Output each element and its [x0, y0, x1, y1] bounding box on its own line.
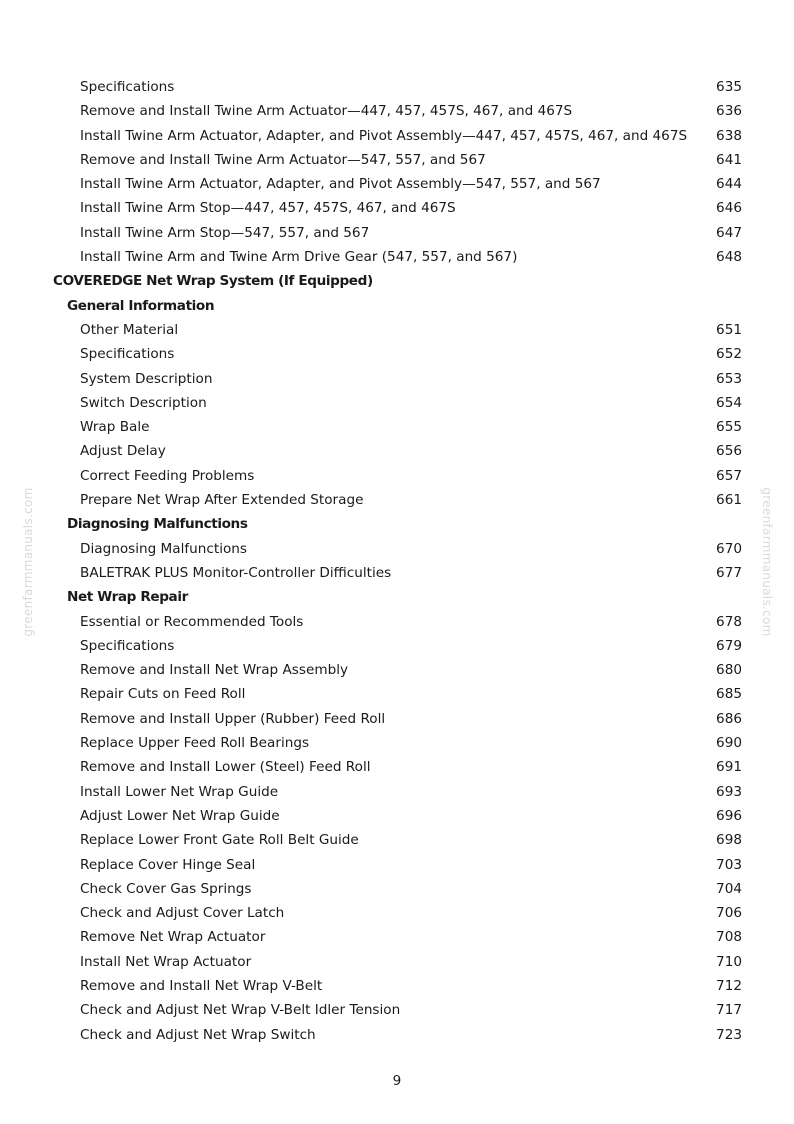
toc-entry-page: 679	[716, 637, 742, 654]
toc-entry-page: 644	[716, 176, 742, 193]
toc-entry-title: Replace Upper Feed Roll Bearings	[80, 735, 310, 752]
toc-entry-page: 656	[716, 443, 742, 460]
toc-section-heading	[0, 269, 794, 293]
toc-entry[interactable]	[0, 974, 794, 998]
toc-entry[interactable]	[0, 682, 794, 706]
toc-entry[interactable]	[0, 561, 794, 585]
toc-entry-title: Install Twine Arm Actuator, Adapter, and Pivot Assembly—547, 557, and 567	[80, 176, 601, 193]
toc-entry-title: Remove and Install Lower (Steel) Feed Roll	[80, 759, 371, 776]
toc-entry[interactable]	[0, 853, 794, 877]
toc-entry-page: 670	[716, 540, 742, 557]
toc-entry[interactable]	[0, 537, 794, 561]
toc-entry[interactable]	[0, 439, 794, 463]
toc-entry-title: Install Twine Arm Actuator, Adapter, and Pivot Assembly—447, 457, 457S, 467, and 467S	[80, 127, 688, 144]
toc-entry-title: Adjust Delay	[80, 443, 166, 460]
toc-entry-title: Remove and Install Net Wrap Assembly	[80, 662, 349, 679]
toc-entry-title: Adjust Lower Net Wrap Guide	[80, 807, 280, 824]
toc-entry-title: Replace Cover Hinge Seal	[80, 856, 256, 873]
toc-entry-title: Install Net Wrap Actuator	[80, 953, 252, 970]
toc-entry-title: Prepare Net Wrap After Extended Storage	[80, 492, 364, 509]
toc-entry-page: 717	[716, 1002, 742, 1019]
toc-entry-page: 696	[716, 807, 742, 824]
watermark-right: greenfarmmanuals.com	[760, 487, 774, 637]
toc-entry-page: 677	[716, 564, 742, 581]
toc-entry[interactable]	[0, 391, 794, 415]
toc-entry-page: 690	[716, 735, 742, 752]
toc-entry-page: 646	[716, 200, 742, 217]
toc-entry[interactable]	[0, 196, 794, 220]
toc-entry[interactable]	[0, 245, 794, 269]
toc-entry[interactable]	[0, 950, 794, 974]
toc-entry-page: 678	[716, 613, 742, 630]
toc-entry-title: BALETRAK PLUS Monitor-Controller Difficulties	[80, 564, 392, 581]
toc-section-heading	[0, 512, 794, 536]
toc-entry[interactable]	[0, 925, 794, 949]
toc-entry-title: Remove and Install Upper (Rubber) Feed Roll	[80, 710, 386, 727]
toc-entry-page: 698	[716, 832, 742, 849]
toc-entry[interactable]	[0, 731, 794, 755]
toc-entry[interactable]	[0, 901, 794, 925]
toc-entry-title: Specifications	[80, 637, 175, 654]
toc-entry-page: 661	[716, 492, 742, 509]
toc-entry[interactable]	[0, 367, 794, 391]
toc-entry[interactable]	[0, 658, 794, 682]
toc-entry[interactable]	[0, 148, 794, 172]
toc-entry-page: 647	[716, 224, 742, 241]
toc-entry-page: 706	[716, 905, 742, 922]
toc-entry[interactable]	[0, 804, 794, 828]
toc-entry-title: Essential or Recommended Tools	[80, 613, 304, 630]
toc-entry-title: Remove and Install Twine Arm Actuator—447, 457, 457S, 467, and 467S	[80, 103, 573, 120]
toc-entry-title: Diagnosing Malfunctions	[67, 516, 248, 533]
watermark-left: greenfarmmanuals.com	[21, 487, 35, 637]
toc-entry-title: Net Wrap Repair	[67, 589, 188, 606]
toc-entry-title: Specifications	[80, 346, 175, 363]
toc-entry[interactable]	[0, 1023, 794, 1047]
toc-entry[interactable]	[0, 828, 794, 852]
toc-entry-page: 641	[716, 151, 742, 168]
toc-entry-page: 712	[716, 977, 742, 994]
toc-entry-title: Install Twine Arm and Twine Arm Drive Gear (547, 557, and 567)	[80, 249, 518, 266]
toc-entry-page: 685	[716, 686, 742, 703]
toc-entry-page: 723	[716, 1026, 742, 1043]
toc-entry-page: 651	[716, 321, 742, 338]
toc-entry[interactable]	[0, 464, 794, 488]
toc-entry[interactable]	[0, 755, 794, 779]
toc-entry-title: Repair Cuts on Feed Roll	[80, 686, 246, 703]
toc-entry-title: Install Lower Net Wrap Guide	[80, 783, 279, 800]
toc-entry[interactable]	[0, 318, 794, 342]
toc-entry[interactable]	[0, 415, 794, 439]
toc-entry-title: General Information	[67, 297, 215, 314]
toc-entry-title: Correct Feeding Problems	[80, 467, 255, 484]
toc-entry-page: 710	[716, 953, 742, 970]
page-number: 9	[392, 1073, 402, 1089]
toc-entry-title: Install Twine Arm Stop—547, 557, and 567	[80, 224, 370, 241]
toc-entry-page: 638	[716, 127, 742, 144]
toc-entry-page: 655	[716, 419, 742, 436]
toc-section-heading	[0, 294, 794, 318]
toc-entry-page: 654	[716, 394, 742, 411]
toc-entry-page: 680	[716, 662, 742, 679]
toc-entry-title: Wrap Bale	[80, 419, 150, 436]
toc-entry[interactable]	[0, 877, 794, 901]
toc-entry-title: Check and Adjust Cover Latch	[80, 905, 285, 922]
toc-entry-page: 657	[716, 467, 742, 484]
toc-entry-title: Install Twine Arm Stop—447, 457, 457S, 467, and 467S	[80, 200, 456, 217]
toc-section-heading	[0, 585, 794, 609]
toc-entry[interactable]	[0, 342, 794, 366]
toc-entry-page: 693	[716, 783, 742, 800]
toc-entry-title: Check and Adjust Net Wrap V-Belt Idler Tension	[80, 1002, 401, 1019]
toc-entry-title: Specifications	[80, 79, 175, 95]
toc-entry-page: 648	[716, 249, 742, 266]
toc-entry-page: 703	[716, 856, 742, 873]
toc-entry-page: 691	[716, 759, 742, 776]
table-of-contents	[0, 75, 794, 1047]
toc-entry[interactable]	[0, 634, 794, 658]
toc-entry-title: Replace Lower Front Gate Roll Belt Guide	[80, 832, 359, 849]
toc-entry-title: Remove Net Wrap Actuator	[80, 929, 266, 946]
toc-entry-page: 653	[716, 370, 742, 387]
toc-entry-title: Switch Description	[80, 394, 207, 411]
toc-entry[interactable]	[0, 172, 794, 196]
toc-entry-title: Diagnosing Malfunctions	[80, 540, 248, 557]
toc-entry[interactable]	[0, 998, 794, 1022]
toc-entry-page: 652	[716, 346, 742, 363]
toc-entry-page: 704	[716, 880, 742, 897]
toc-entry-page: 635	[716, 79, 742, 95]
toc-entry-title: System Description	[80, 370, 213, 387]
toc-entry-title: COVEREDGE Net Wrap System (If Equipped)	[53, 273, 373, 290]
toc-entry-title: Remove and Install Twine Arm Actuator—547, 557, and 567	[80, 151, 486, 168]
toc-entry[interactable]	[0, 780, 794, 804]
toc-entry-page: 686	[716, 710, 742, 727]
toc-entry[interactable]	[0, 488, 794, 512]
toc-entry-title: Other Material	[80, 321, 179, 338]
toc-entry[interactable]	[0, 99, 794, 123]
toc-entry[interactable]	[0, 707, 794, 731]
toc-entry[interactable]	[0, 75, 794, 99]
toc-entry-page: 708	[716, 929, 742, 946]
toc-entry-title: Remove and Install Net Wrap V-Belt	[80, 977, 323, 994]
toc-entry-title: Check and Adjust Net Wrap Switch	[80, 1026, 316, 1043]
toc-entry-page: 636	[716, 103, 742, 120]
toc-entry[interactable]	[0, 124, 794, 148]
toc-entry-title: Check Cover Gas Springs	[80, 880, 252, 897]
toc-entry[interactable]	[0, 610, 794, 634]
toc-entry[interactable]	[0, 221, 794, 245]
